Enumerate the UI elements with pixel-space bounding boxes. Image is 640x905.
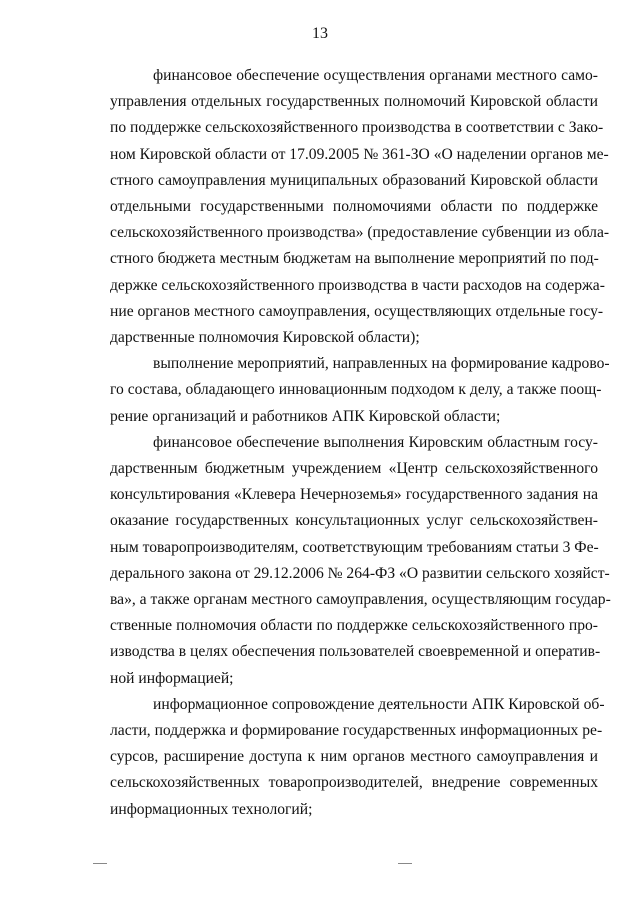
text-line: ва», а также органам местного самоуправления, осуществляющим государ- xyxy=(110,591,611,609)
paragraph xyxy=(110,63,610,351)
text-line: го состава, обладающего инновационным подходом к делу, а также поощ- xyxy=(110,381,602,399)
paragraph xyxy=(110,351,610,430)
text-line: изводства в целях обеспечения пользователей своевременной и оператив- xyxy=(110,643,601,661)
text-line: дарственные полномочия Кировской области); xyxy=(110,329,420,347)
text-line: по поддержке сельскохозяйственного производства в соответствии с Зако- xyxy=(110,119,604,137)
body-text xyxy=(110,63,611,823)
text-line: сурсов, расширение доступа к ним органов местного самоуправления и xyxy=(110,748,598,766)
text-line: дерального закона от 29.12.2006 № 264-ФЗ «О развитии сельского хозяйст- xyxy=(110,564,610,582)
text-line: дарственным бюджетным учреждением «Центр сельскохозяйственного xyxy=(110,460,598,478)
text-line: сельскохозяйственного производства» (предоставление субвенции из обла- xyxy=(110,224,610,242)
scan-speck xyxy=(398,863,412,864)
text-line: информационное сопровождение деятельности АПК Кировской об- xyxy=(153,695,605,713)
paragraph xyxy=(110,430,611,692)
text-line: ной информацией; xyxy=(110,669,234,687)
text-line: ласти, поддержка и формирование государственных информационных ре- xyxy=(110,722,603,740)
text-line: управления отдельных государственных полномочий Кировской области xyxy=(110,93,598,111)
text-line: ным товаропроизводителям, соответствующим требованиям статьи 3 Фе- xyxy=(110,538,599,556)
text-line: выполнение мероприятий, направленных на формирование кадрово- xyxy=(153,355,610,373)
paragraph xyxy=(110,692,605,823)
text-line: отдельными государственными полномочиями области по поддержке xyxy=(110,198,598,216)
text-line: финансовое обеспечение осуществления органами местного само- xyxy=(153,67,598,84)
text-line: рение организаций и работников АПК Кировской области; xyxy=(110,407,501,425)
scan-speck xyxy=(93,863,107,864)
page-number: 13 xyxy=(312,25,328,42)
text-line: стного самоуправления муниципальных образований Кировской области xyxy=(110,171,598,189)
text-line: стного бюджета местным бюджетам на выполнение мероприятий по под- xyxy=(110,250,599,268)
text-line: оказание государственных консультационных услуг сельскохозяйствен- xyxy=(110,512,598,530)
text-line: держке сельскохозяйственного производства в части расходов на содержа- xyxy=(110,276,605,294)
text-line: ственные полномочия области по поддержке сельскохозяйственного про- xyxy=(110,617,598,635)
text-line: консультирования «Клевера Нечерноземья» государственного задания на xyxy=(110,486,598,504)
text-line: ние органов местного самоуправления, осуществляющих отдельные госу- xyxy=(110,302,604,320)
text-line: ном Кировской области от 17.09.2005 № 361-ЗО «О наделении органов ме- xyxy=(110,145,609,163)
text-line: финансовое обеспечение выполнения Кировским областным госу- xyxy=(153,433,598,451)
text-line: информационных технологий; xyxy=(110,800,313,818)
text-line: сельскохозяйственных товаропроизводителей, внедрение современных xyxy=(110,774,598,792)
